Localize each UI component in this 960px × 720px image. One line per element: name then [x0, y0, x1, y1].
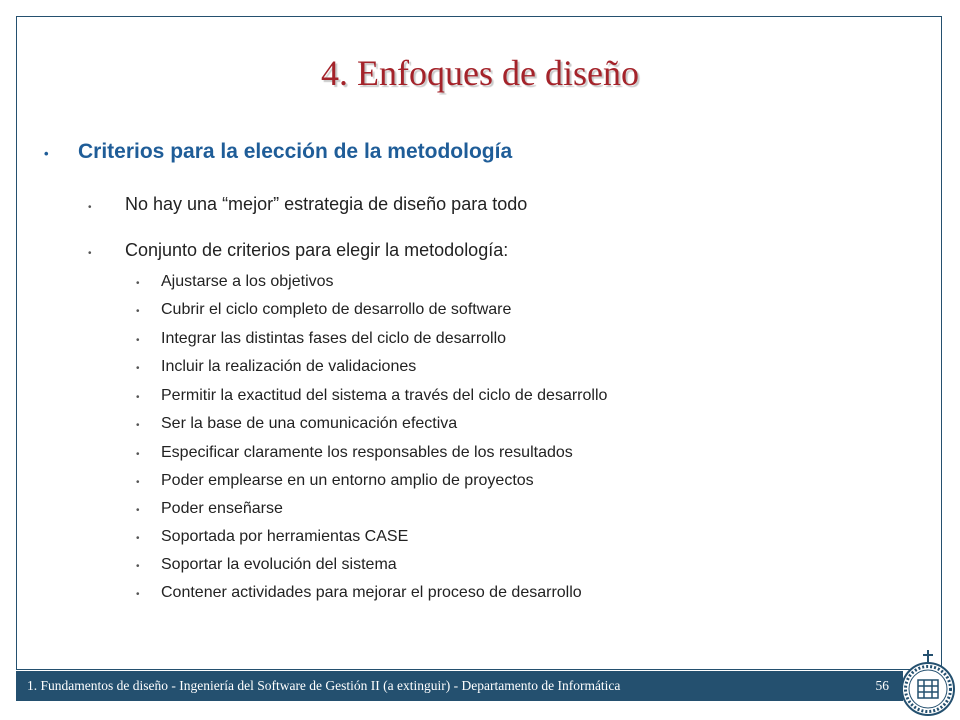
footer-text: 1. Fundamentos de diseño - Ingeniería del Software de Gestión II (a extinguir) - Departamento de Informática	[27, 678, 621, 693]
criteria-item-text: Especificar claramente los responsables de los resultados	[161, 444, 573, 461]
bullet-marker: •	[88, 202, 92, 213]
bullet-marker: •	[136, 306, 140, 317]
bullet-marker: •	[136, 392, 140, 403]
criteria-item-text: Incluir la realización de validaciones	[161, 358, 417, 375]
main-bullet-text: Criterios para la elección de la metodología	[78, 140, 513, 163]
page-number: 56	[875, 678, 889, 693]
criteria-item	[136, 415, 457, 433]
criteria-item-text: Integrar las distintas fases del ciclo de desarrollo	[161, 330, 507, 347]
footer-bar	[16, 671, 903, 701]
sub-bullet	[88, 194, 527, 215]
criteria-item	[136, 387, 607, 405]
criteria-item	[136, 528, 408, 546]
bullet-marker: •	[136, 363, 140, 374]
bullet-marker: •	[136, 533, 140, 544]
criteria-item	[136, 301, 511, 319]
criteria-item	[136, 500, 283, 518]
sub-bullet-text: Conjunto de criterios para elegir la metodología:	[125, 240, 509, 260]
bullet-marker: •	[44, 146, 49, 161]
sub-bullet-text: No hay una “mejor” estrategia de diseño para todo	[125, 194, 528, 214]
bullet-marker: •	[88, 248, 92, 259]
criteria-item-text: Cubrir el ciclo completo de desarrollo de software	[161, 301, 512, 318]
university-seal-icon	[899, 648, 957, 718]
bullet-marker: •	[136, 505, 140, 516]
criteria-item	[136, 273, 334, 291]
criteria-item-text: Soportada por herramientas CASE	[161, 528, 409, 545]
criteria-item	[136, 358, 416, 376]
sub-bullet	[88, 240, 508, 261]
criteria-item	[136, 444, 573, 462]
bullet-marker: •	[136, 561, 140, 572]
criteria-item-text: Poder enseñarse	[161, 500, 283, 517]
criteria-item-text: Ajustarse a los objetivos	[161, 273, 334, 290]
bullet-marker: •	[136, 420, 140, 431]
criteria-item-text: Ser la base de una comunicación efectiva	[161, 415, 458, 432]
criteria-item	[136, 330, 506, 348]
criteria-item-text: Permitir la exactitud del sistema a través del ciclo de desarrollo	[161, 387, 608, 404]
main-bullet	[44, 140, 512, 164]
bullet-marker: •	[136, 589, 140, 600]
criteria-item	[136, 556, 397, 574]
bullet-marker: •	[136, 477, 140, 488]
bullet-marker: •	[136, 278, 140, 289]
bullet-marker: •	[136, 335, 140, 346]
slide-title: 4. Enfoques de diseño	[321, 53, 639, 93]
criteria-item	[136, 472, 534, 490]
criteria-item	[136, 584, 582, 602]
criteria-item-text: Contener actividades para mejorar el proceso de desarrollo	[161, 584, 582, 601]
criteria-item-text: Soportar la evolución del sistema	[161, 556, 397, 573]
bullet-marker: •	[136, 449, 140, 460]
criteria-item-text: Poder emplearse en un entorno amplio de proyectos	[161, 472, 534, 489]
